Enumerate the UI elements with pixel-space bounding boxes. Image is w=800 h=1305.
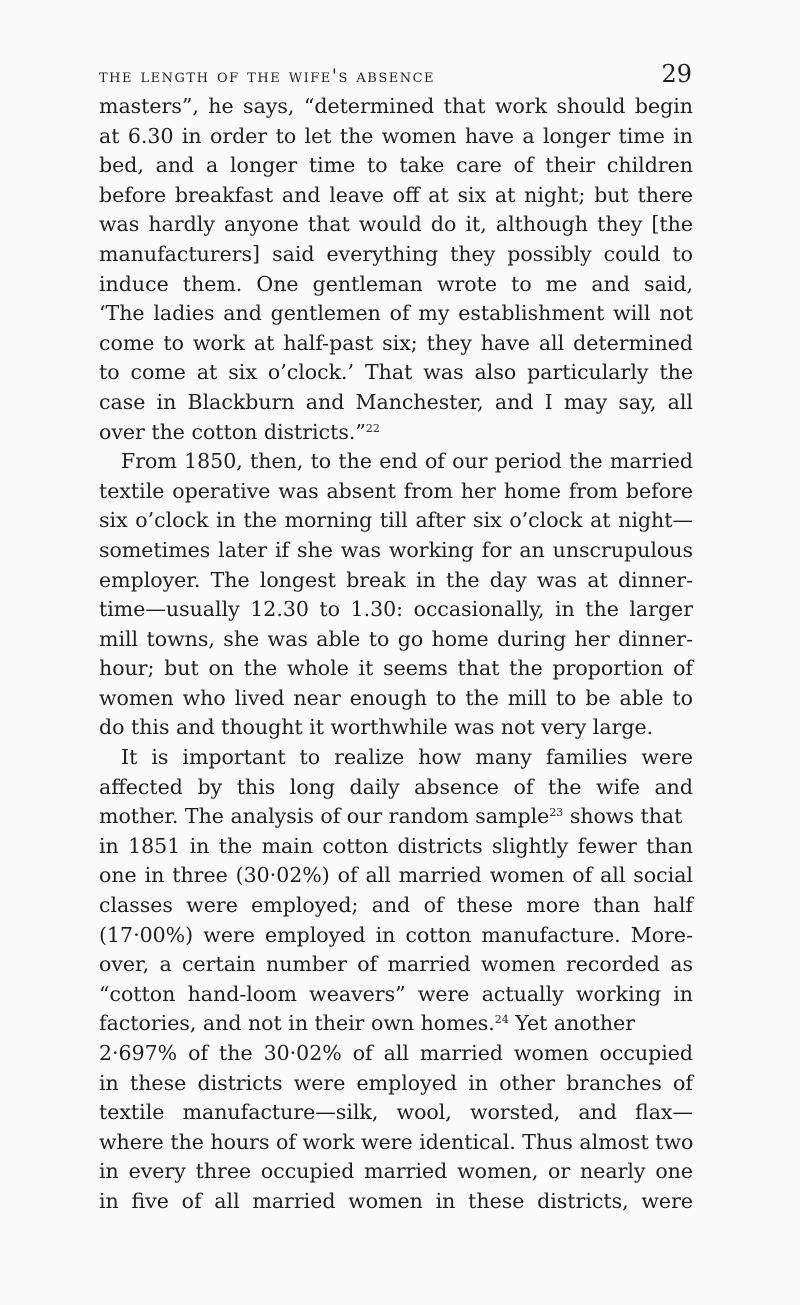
line-text: sometimes later if she was working for an unscrupulous <box>99 537 693 562</box>
text-line <box>99 1069 693 1099</box>
line-text: over the cotton districts.” <box>99 419 366 444</box>
footnote-marker: 24 <box>494 1013 509 1027</box>
line-text: factories, and not in their own homes. <box>99 1011 495 1036</box>
text-line <box>99 270 693 300</box>
text-line <box>99 891 693 921</box>
text-line <box>99 358 693 388</box>
text-line <box>99 329 693 359</box>
text-line <box>99 654 693 684</box>
text-line <box>99 595 693 625</box>
line-text-continued: shows that <box>563 804 683 829</box>
text-line <box>99 1128 693 1158</box>
line-text: bed, and a longer time to take care of their children <box>99 153 693 178</box>
line-text-continued: Yet another <box>508 1011 636 1036</box>
running-head: the length of the wife's absence <box>99 65 436 87</box>
text-line <box>99 743 693 773</box>
line-text: manufacturers] said everything they possibly could to <box>99 241 693 266</box>
text-line <box>99 1187 693 1217</box>
line-text: It is important to realize how many families were <box>121 745 693 770</box>
line-text: induce them. One gentleman wrote to me and said, <box>99 271 693 296</box>
line-text: women who lived near enough to the mill to be able to <box>99 685 693 710</box>
text-line <box>99 388 693 418</box>
line-text: “cotton hand-loom weavers” were actually working in <box>99 981 693 1006</box>
line-text: mill towns, she was able to go home during her dinner- <box>99 626 693 651</box>
line-text: ‘The ladies and gentlemen of my establishment will not <box>99 301 693 326</box>
text-line <box>99 921 693 951</box>
line-text: in 1851 in the main cotton districts slightly fewer than <box>99 833 693 858</box>
text-line <box>99 713 693 743</box>
line-text: hour; but on the whole it seems that the proportion of <box>99 656 693 681</box>
line-text: classes were employed; and of these more than half <box>99 893 693 918</box>
line-text: at 6.30 in order to let the women have a longer time in <box>99 123 693 148</box>
text-line <box>99 181 693 211</box>
line-text: textile manufacture—silk, wool, worsted, and flax— <box>99 1100 693 1125</box>
line-text: do this and thought it worthwhile was not very large. <box>99 715 654 740</box>
text-line <box>99 980 693 1010</box>
line-text: textile operative was absent from her home from before <box>99 478 693 503</box>
line-text: in five of all married women in these districts, were <box>99 1188 693 1213</box>
text-line <box>99 802 693 832</box>
line-text: over, a certain number of married women recorded as <box>99 952 693 977</box>
text-line <box>99 299 693 329</box>
footnote-marker: 23 <box>549 806 564 820</box>
text-line <box>99 1009 693 1039</box>
line-text: case in Blackburn and Manchester, and I may say, all <box>99 389 693 414</box>
body-text <box>99 92 693 1217</box>
text-line <box>99 92 693 122</box>
line-text: in every three occupied married women, or nearly one <box>99 1159 693 1184</box>
text-line <box>99 950 693 980</box>
text-line <box>99 1157 693 1187</box>
line-text: From 1850, then, to the end of our period the married <box>121 449 693 474</box>
text-line <box>99 1098 693 1128</box>
text-line <box>99 240 693 270</box>
text-line <box>99 861 693 891</box>
line-text: six o’clock in the morning till after six o’clock at night— <box>99 508 693 533</box>
text-line <box>99 566 693 596</box>
line-text: before breakfast and leave off at six at night; but there <box>99 182 693 207</box>
text-line <box>99 418 693 448</box>
text-line <box>99 625 693 655</box>
footnote-marker: 22 <box>365 421 380 435</box>
line-text: affected by this long daily absence of the wife and <box>99 774 693 799</box>
page-header <box>99 60 692 88</box>
text-line <box>99 536 693 566</box>
text-line <box>99 1039 693 1069</box>
text-line <box>99 684 693 714</box>
text-line <box>99 506 693 536</box>
line-text: mother. The analysis of our random sample <box>99 804 550 829</box>
text-line <box>99 210 693 240</box>
text-line <box>99 122 693 152</box>
line-text: masters”, he says, “determined that work should begin <box>99 94 693 118</box>
line-text: 2·697% of the 30·02% of all married women occupied <box>99 1041 693 1065</box>
line-text: one in three (30·02%) of all married women of all social <box>99 863 693 888</box>
text-line <box>99 151 693 181</box>
text-line <box>99 477 693 507</box>
line-text: where the hours of work were identical. Thus almost two <box>99 1129 694 1154</box>
line-text: come to work at half-past six; they have all determined <box>99 330 693 355</box>
line-text: to come at six o’clock.’ That was also particularly the <box>99 360 693 385</box>
line-text: employer. The longest break in the day was at dinner- <box>99 567 693 592</box>
page-number: 29 <box>661 60 692 88</box>
text-line <box>99 447 693 477</box>
line-text: time—usually 12.30 to 1.30: occasionally, in the larger <box>99 597 693 622</box>
line-text: was hardly anyone that would do it, although they [the <box>99 212 693 237</box>
line-text: (17·00%) were employed in cotton manufacture. More- <box>99 922 693 947</box>
text-line <box>99 773 693 803</box>
line-text: in these districts were employed in other branches of <box>99 1070 693 1095</box>
text-line <box>99 832 693 862</box>
